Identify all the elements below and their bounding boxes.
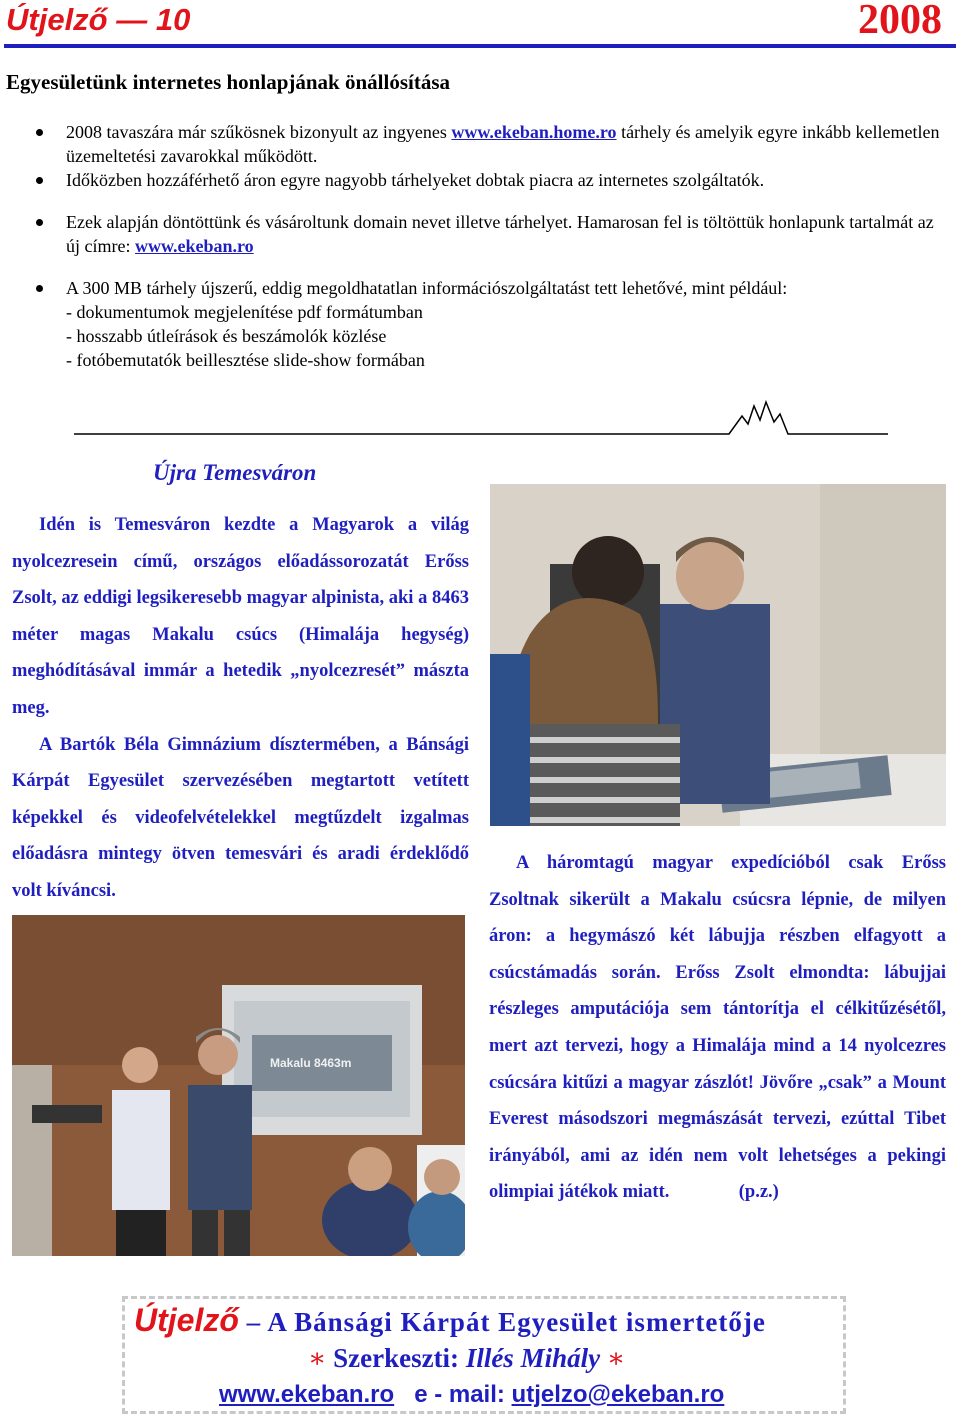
article-left-column — [12, 507, 469, 910]
footer-editor: ∗ Szerkeszti: Illés Mihály ∗ — [308, 1343, 626, 1373]
article-title: Újra Temesváron — [153, 460, 317, 485]
header-year: 2008 — [858, 0, 942, 43]
mountain-divider-icon — [74, 398, 894, 438]
article-right-column — [489, 845, 946, 1211]
photo-expedition-talk — [490, 484, 946, 826]
section-title: Egyesületünk internetes honlapjának önállósítása — [6, 70, 450, 94]
article-paragraph: A Bartók Béla Gimnázium dísztermében, a Bánsági Kárpát Egyesület szervezésében megtartott vetített képekkel és videofelvételekkel megtűzdelt izgalmas előadásra mintegy ötven temesvári és aradi érdeklődő volt kíváncsi. — [12, 734, 469, 901]
sub-item: - hosszabb útleírások és beszámolók közlése — [66, 326, 387, 346]
link-ekeban[interactable]: www.ekeban.ro — [134, 236, 254, 256]
article-signature: (p.z.) — [738, 1182, 779, 1203]
article-paragraph: A háromtagú magyar expedícióból csak Erőss Zsoltnak sikerült a Makalu csúcsra lépnie, de milyen áron: a hegymászó két lábujja részben elfagyott a csúcstámadás során. Erőss Zsolt elmondta: lábujjai részleges amputációja sem tántorítja el célkitűzésétől, mert azt tervezi, hogy a Himalája mind a 14 nyolcezres csúcsára kitűzi a magyar zászlót! Jövőre „csak” a Mount Everest másodszori megmászását tervezi, ezúttal Tibet irányából, ami az idén nem volt lehetséges a pekingi olimpiai játékok miatt. (p.z.) — [489, 853, 946, 1203]
slide-text: Makalu 8463m — [270, 1056, 352, 1070]
link-home-ro[interactable]: www.ekeban.home.ro — [451, 122, 617, 142]
bullet-icon — [36, 129, 43, 136]
sub-item: - fotóbemutatók beillesztése slide-show formában — [66, 350, 425, 370]
list-item: 2008 tavaszára már szűkösnek bizonyult az ingyenes www.ekeban.home.ro tárhely és amelyik egyre inkább kellemetlen üzemeltetési zavarokkal működött. — [0, 120, 940, 168]
header-title: Útjelző — 10 — [6, 2, 191, 37]
bullet-icon — [36, 219, 43, 226]
editor-name: Illés Mihály — [465, 1343, 601, 1373]
asterisk-icon: ∗ — [308, 1343, 327, 1373]
article-paragraph: Idén is Temesváron kezdte a Magyarok a világ nyolcezresein című, országos előadássorozatát Erőss Zsolt, az eddigi legsikeresebb magyar alpinista, aki a 8463 méter magas Makalu csúcs (Himalája hegység) meghódításával immár a hetedik „nyolcezresét” mászta meg. — [12, 515, 469, 718]
list-item: Ezek alapján döntöttünk és vásároltunk domain nevet illetve tárhelyet. Hamarosan fel is töltöttük honlapunk tartalmát az új címre: www.ekeban.ro — [0, 210, 940, 258]
footer-brand: Útjelző — [134, 1302, 239, 1338]
footer-website-link[interactable]: www.ekeban.ro — [219, 1381, 395, 1408]
bullet-list — [0, 120, 940, 382]
sub-item: - dokumentumok megjelenítése pdf formátumban — [66, 302, 423, 322]
footer-contact: www.ekeban.ro e - mail: utjelzo@ekeban.ro — [219, 1381, 725, 1408]
footer-tagline: Útjelző – A Bánsági Kárpát Egyesület ismertetője — [134, 1302, 766, 1338]
header-rule — [4, 44, 956, 48]
photo-lecture — [12, 915, 465, 1256]
footer-email-link[interactable]: utjelzo@ekeban.ro — [511, 1381, 725, 1408]
asterisk-icon: ∗ — [606, 1343, 626, 1373]
list-item: Időközben hozzáférhető áron egyre nagyobb tárhelyeket dobtak piacra az internetes szolgáltatók. — [0, 168, 940, 192]
bullet-icon — [36, 285, 43, 292]
bullet-icon — [36, 177, 43, 184]
list-item: A 300 MB tárhely újszerű, eddig megoldhatatlan információszolgáltatást tett lehetővé, mint például: - dokumentumok megjelenítése pdf formátumban - hosszabb útleírások és beszámolók közlése - fotóbemutatók beillesztése slide-show formában — [0, 276, 940, 372]
